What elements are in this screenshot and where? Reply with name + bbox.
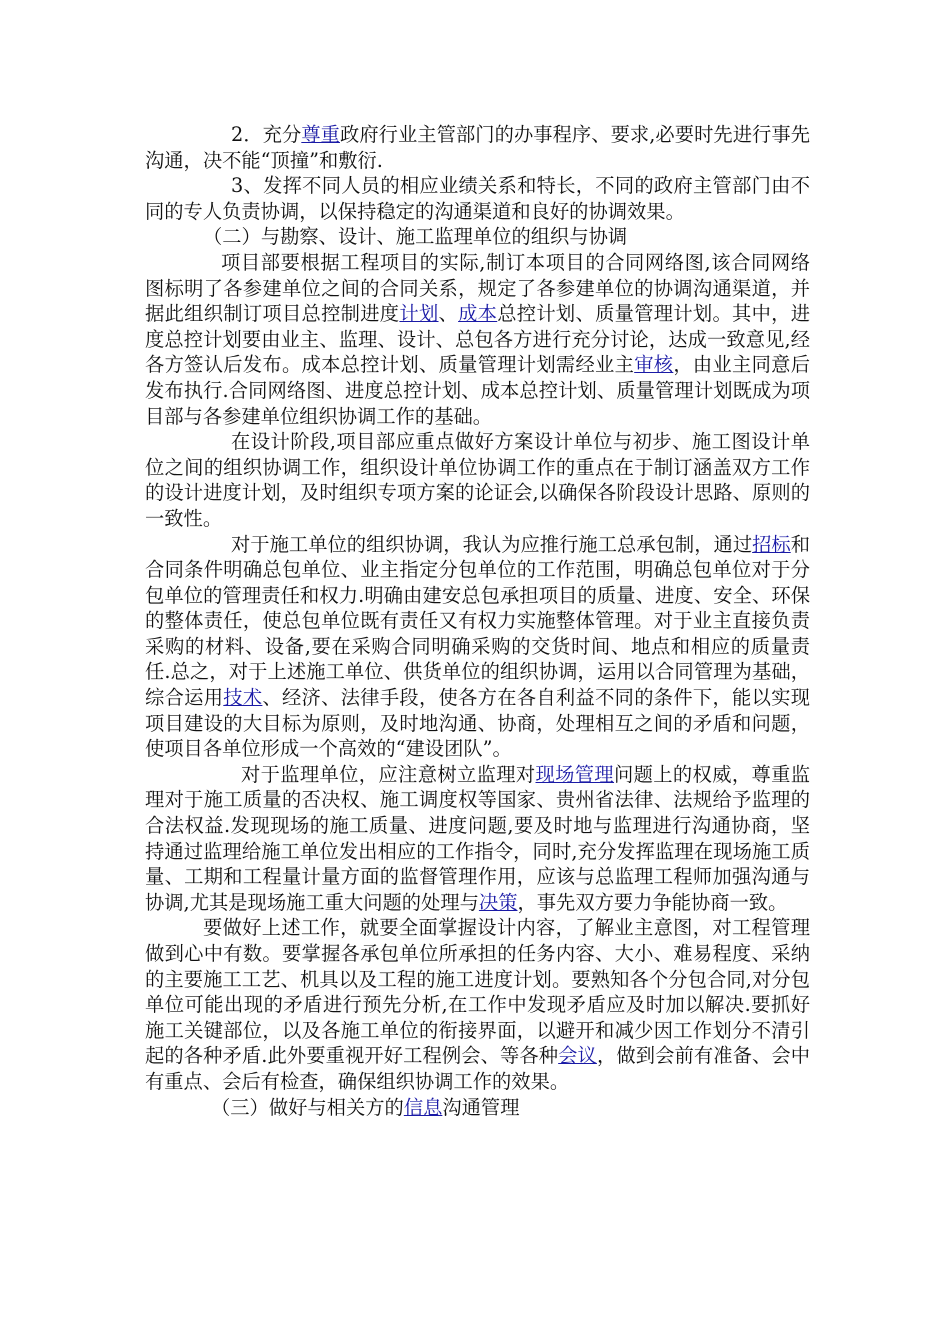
paragraph-respect-procedures: [145, 122, 810, 173]
paragraph-text: 对于施工单位的组织协调，我认为应推行施工总承包制，通过: [231, 532, 753, 556]
paragraph-construction-units: [145, 532, 810, 762]
paragraph-text: 、: [438, 302, 459, 326]
link-information[interactable]: 信息: [403, 1095, 443, 1119]
link-review[interactable]: 审核: [634, 353, 674, 377]
link-respect[interactable]: 尊重: [301, 123, 340, 146]
heading-text: （二）与勘察、设计、施工监理单位的组织与协调: [203, 225, 628, 249]
paragraph-master-design: [145, 915, 810, 1094]
paragraph-text: 在设计阶段,项目部应重点做好方案设计单位与初步、施工图设计单位之间的组织协调工作，组织设计单位协调工作的重点在于制订涵盖双方工作的设计进度计划，及时组织专项方案的论证会,以确保各阶段设计思路、原则的一致性。: [145, 430, 810, 530]
heading-text: 沟通管理: [442, 1095, 520, 1119]
paragraph-staff-strengths: [145, 173, 810, 224]
paragraph-text: 项目部要根据工程项目的实际,制订本项目的合同网络图,该合同网络图标明了各参建单位之间的合同关系，规定了各参建单位的协调沟通渠道，并据此组织制订项目总控制进度: [145, 250, 810, 326]
paragraph-text: 2．充分: [231, 123, 302, 146]
paragraph-text: 3、发挥不同人员的相应业绩关系和特长，不同的政府主管部门由不同的专人负责协调，以保持稳定的沟通渠道和良好的协调效果。: [145, 174, 810, 223]
paragraph-supervision-units: [145, 762, 810, 916]
paragraph-text: ，事先双方要力争能协商一致。: [517, 890, 788, 914]
paragraph-text: 、经济、法律手段，使各方在各自利益不同的条件下，能以实现项目建设的大目标为原则，及时地沟通、协商，处理相互之间的矛盾和问题，使项目各单位形成一个高效的“建设团队”。: [145, 686, 811, 761]
paragraph-text: 总控计划、质量管理计划。其中，进度总控计划要由业主、监理、设计、总包各方进行充分讨论，达成一致意见,经各方签认后发布。成本总控计划、质量管理计划需经业主: [145, 302, 811, 377]
paragraph-contract-network: [145, 250, 810, 429]
paragraph-text: 对于监理单位，应注意树立监理对: [241, 762, 536, 786]
document-page: [145, 122, 810, 1120]
section-heading-3: [145, 1095, 810, 1121]
paragraph-design-phase: [145, 429, 810, 531]
paragraph-text: ，由业主同意后发布执行.合同网络图、进度总控计划、成本总控计划、质量管理计划既成为项目部与各参建单位组织协调工作的基础。: [145, 353, 811, 428]
paragraph-text: ，做到会前有准备、会中有重点、会后有检查，确保组织协调工作的效果。: [145, 1044, 811, 1093]
paragraph-text: 要做好上述工作，就要全面掌握设计内容，了解业主意图，对工程管理做到心中有数。要掌握各承包单位所承担的任务内容、大小、难易程度、采纳的主要施工工艺、机具以及工程的施工进度计划。要熟知各个分包合同,对分包单位可能出现的矛盾进行预先分析,在工作中发现矛盾应及时加以解决.要抓好施工关键部位，以及各施工单位的衔接界面，以避开和减少因工作划分不清引起的各种矛盾.此外要重视开好工程例会、等各种: [145, 916, 810, 1068]
paragraph-text: 和合同条件明确总包单位、业主指定分包单位的工作范围，明确总包单位对于分包单位的管理责任和权力.明确由建安总包承担项目的质量、进度、安全、环保的整体责任，使总包单位既有责任又有权力实施整体管理。对于业主直接负责采购的材料、设备,要在采购合同明确采购的交货时间、地点和相应的质量责任.总之，对于上述施工单位、供货单位的组织协调，运用以合同管理为基础，综合运用: [145, 532, 811, 710]
heading-text: （三）做好与相关方的: [211, 1095, 404, 1119]
link-site-management[interactable]: 现场管理: [535, 762, 615, 786]
link-meeting[interactable]: 会议: [558, 1044, 597, 1068]
paragraph-text: 政府行业主管部门的办事程序、要求,必要时先进行事先沟通，决不能“顶撞”和敷衍.: [145, 123, 810, 172]
section-heading-2: [145, 224, 810, 250]
link-technology[interactable]: 技术: [223, 686, 263, 710]
link-cost[interactable]: 成本: [458, 302, 498, 326]
link-decision[interactable]: 决策: [478, 890, 518, 914]
paragraph-text: 问题上的权威，尊重监理对于施工质量的否决权、施工调度权等国家、贵州省法律、法规给予监理的合法权益.发现现场的施工质量、进度问题,要及时地与监理进行沟通协商，坚持通过监理给施工单位发出相应的工作指令，同时,充分发挥监理在现场施工质量、工期和工程量计量方面的监督管理作用，应该与总监理工程师加强沟通与协调,尤其是现场施工重大问题的处理与: [145, 762, 811, 914]
link-bidding[interactable]: 招标: [752, 532, 791, 556]
link-plan[interactable]: 计划: [399, 302, 439, 326]
